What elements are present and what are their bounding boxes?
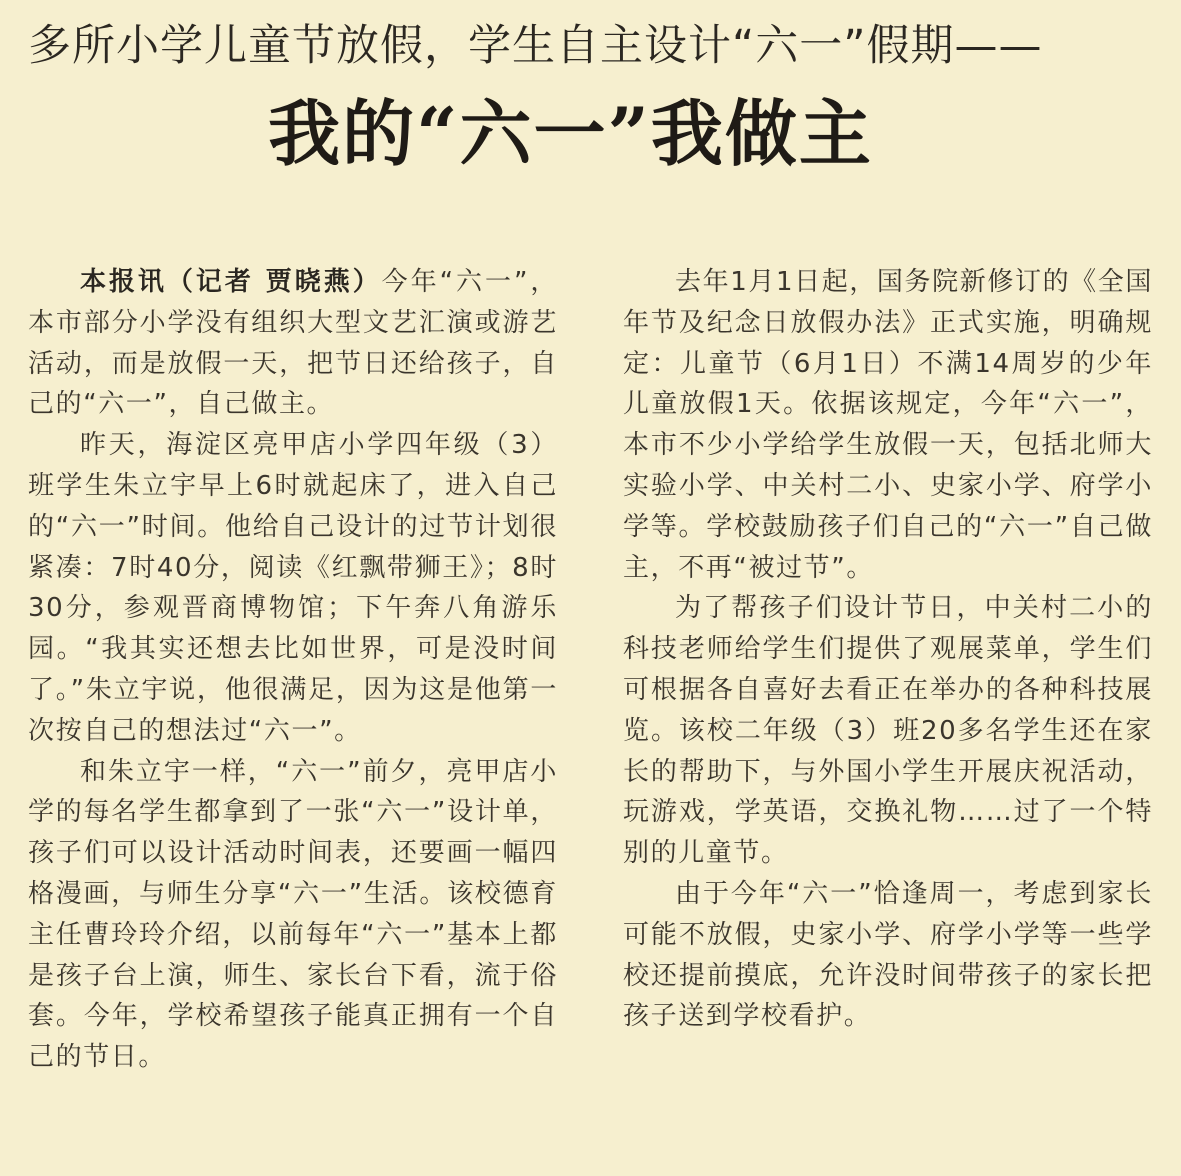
- paragraph-4: 去年1月1日起，国务院新修订的《全国年节及纪念日放假办法》正式实施，明确规定：儿童节（6月1日）不满14周岁的少年儿童放假1天。依据该规定，今年“六一”，本市不少小学给学生放假一天，包括北师大实验小学、中关村二小、史家小学、府学小学等。学校鼓励孩子们自己的“六一”自己做主，不再“被过节”。: [623, 267, 1153, 583]
- left-column: [28, 262, 558, 1078]
- paragraph-1-text: 今年“六一”，本市部分小学没有组织大型文艺汇演或游艺活动，而是放假一天，把节日还给孩子，自己的“六一”，自己做主。: [28, 267, 559, 420]
- paragraph-6: 由于今年“六一”恰逢周一，考虑到家长可能不放假，史家小学、府学小学等一些学校还提前摸底，允许没时间带孩子的家长把孩子送到学校看护。: [623, 878, 1153, 1032]
- paragraph-2: 昨天，海淀区亮甲店小学四年级（3）班学生朱立宇早上6时就起床了，进入自己的“六一”时间。他给自己设计的过节计划很紧凑：7时40分，阅读《红飘带狮王》；8时30分，参观晋商博物馆；下午奔八角游乐园。“我其实还想去比如世界，可是没时间了。”朱立宇说，他很满足，因为这是他第一次按自己的想法过“六一”。: [28, 430, 558, 746]
- article-body: [28, 262, 1153, 1078]
- article-kicker: 多所小学儿童节放假，学生自主设计“六一”假期——: [28, 21, 1043, 71]
- article-headline: 我的“六一”我做主: [268, 91, 873, 176]
- paragraph-1: [28, 262, 558, 425]
- paragraph-5: 为了帮孩子们设计节日，中关村二小的科技老师给学生们提供了观展菜单，学生们可根据各自喜好去看正在举办的各种科技展览。该校二年级（3）班20多名学生还在家长的帮助下，与外国小学生开展庆祝活动，玩游戏，学英语，交换礼物……过了一个特别的儿童节。: [623, 593, 1153, 869]
- paragraph-3: 和朱立宇一样，“六一”前夕，亮甲店小学的每名学生都拿到了一张“六一”设计单，孩子们可以设计活动时间表，还要画一幅四格漫画，与师生分享“六一”生活。该校德育主任曹玲玲介绍，以前每年“六一”基本上都是孩子台上演，师生、家长台下看，流于俗套。今年，学校希望孩子能真正拥有一个自己的节日。: [28, 756, 558, 1073]
- byline: 本报讯（记者 贾晓燕）: [80, 267, 382, 297]
- right-column: [623, 262, 1153, 1078]
